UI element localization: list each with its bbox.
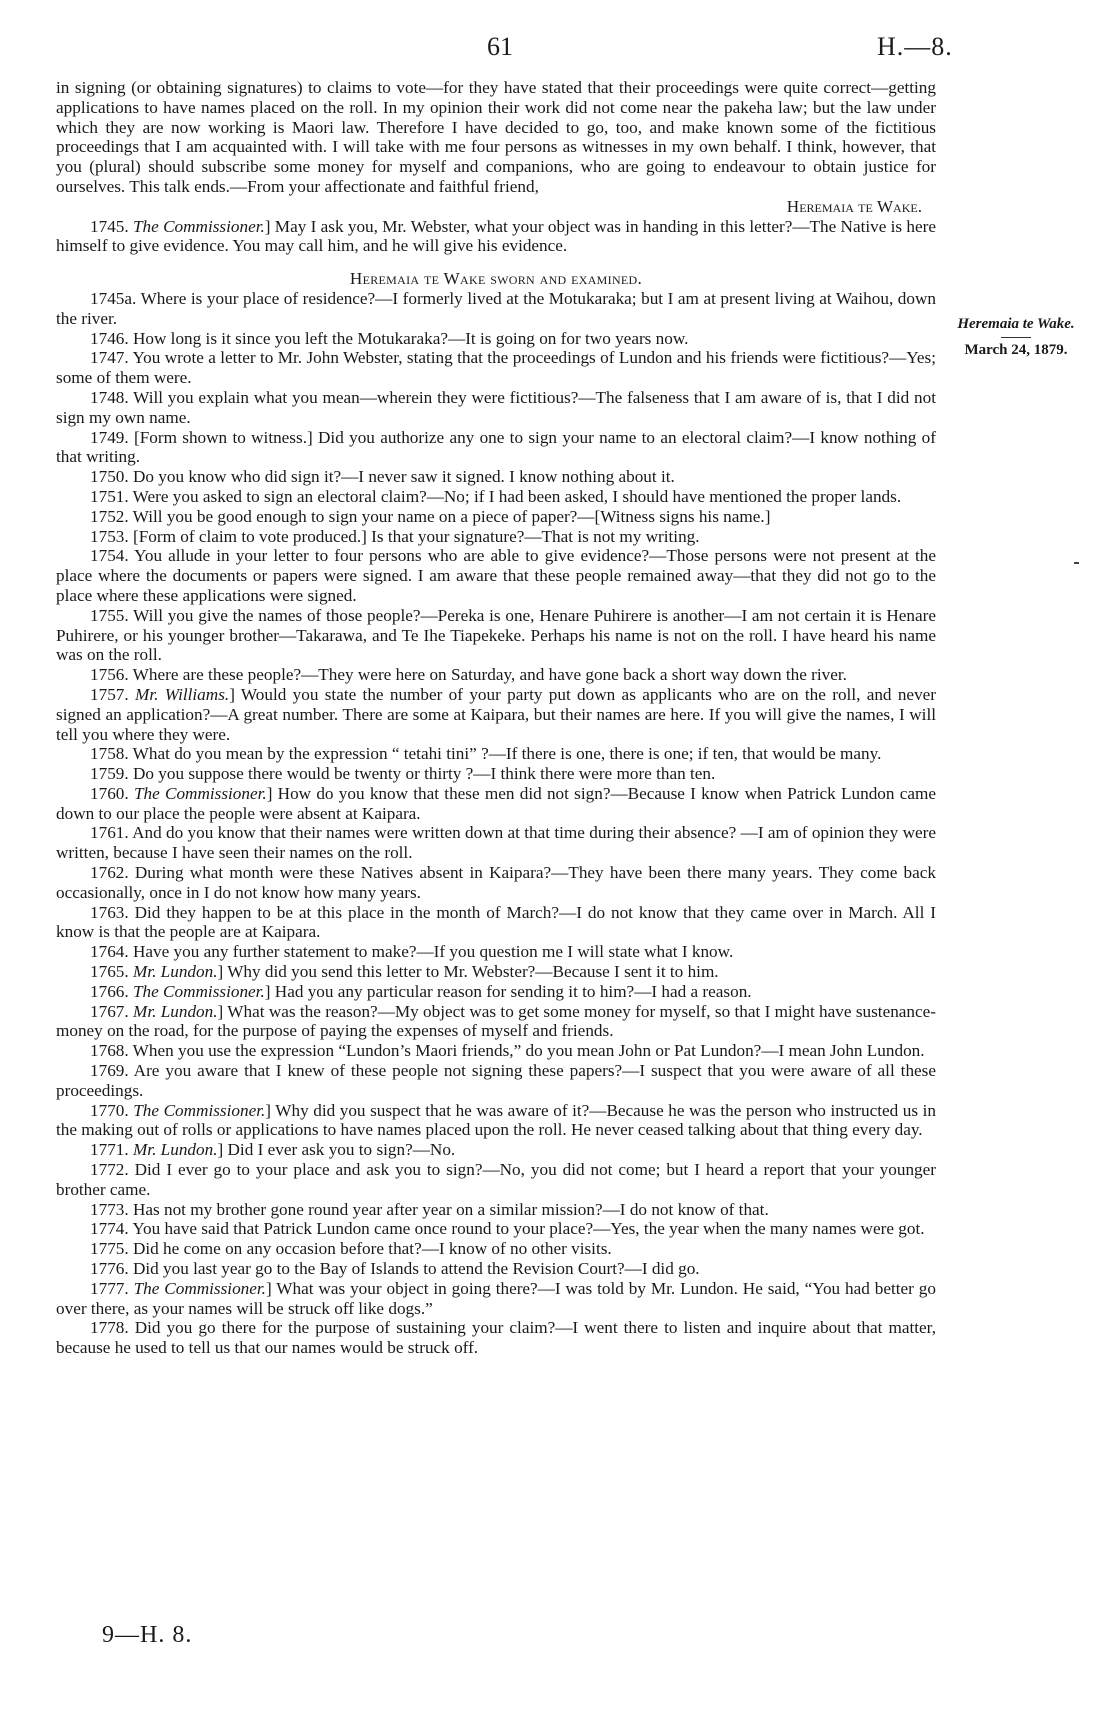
speaker-name: The Commissioner. (132, 981, 265, 1001)
question-paragraph (56, 942, 936, 962)
question-number: 1758. (90, 744, 129, 764)
question-paragraph (56, 1200, 936, 1220)
question-text: Has not my brother gone round year after year on a similar mission?—I do not know of that. (132, 1199, 769, 1219)
question-number: 1760. (90, 783, 129, 803)
question-paragraph (56, 863, 936, 903)
question-number: 1765. (90, 962, 129, 982)
question-paragraph (56, 348, 936, 388)
question-text: Were you asked to sign an electoral claim?—No; if I had been asked, I should have mentioned the proper lands. (132, 486, 902, 506)
question-paragraph (56, 764, 936, 784)
question-number: 1759. (90, 764, 129, 784)
question-text: How long is it since you left the Motukaraka?—It is going on for two years now. (132, 328, 689, 348)
margin-note-rule (1001, 337, 1031, 338)
question-paragraph (56, 329, 936, 349)
question-text: Did I ever go to your place and ask you to sign?—No, you did not come; but I heard a report that your younger brother came. (56, 1160, 936, 1199)
question-text: Do you suppose there would be twenty or thirty ?—I think there were more than ten. (132, 764, 716, 784)
footer-signature: 9—H. 8. (102, 1622, 193, 1648)
question-paragraph (56, 665, 936, 685)
question-paragraph (56, 784, 936, 824)
page-number: 61 (487, 32, 513, 61)
question-text: During what month were these Natives absent in Kaipara?—They have been there many years. They come back occasionally, once in I do not know how many years. (56, 863, 936, 902)
question-text: You wrote a letter to Mr. John Webster, stating that the proceedings of Lundon and his friends were fictitious?—Yes; some of them were. (56, 348, 936, 388)
question-text: ] May I ask you, Mr. Webster, what your object was in handing in this letter?—The Native is here himself to give evidence. You may call him, and he will give his evidence. (56, 216, 936, 256)
question-text: Did you go there for the purpose of sustaining your claim?—I went there to listen and inquire about that matter, because he used to tell us that our names would be struck off. (56, 1318, 936, 1358)
speaker-name: The Commissioner. (133, 783, 267, 803)
question-number: 1776. (90, 1259, 129, 1279)
speaker-name: The Commissioner. (132, 216, 265, 236)
question-text: What do you mean by the expression “ tetahi tini” ?—If there is one, there is one; if ten, that would be many. (132, 744, 882, 764)
question-paragraph (56, 1160, 936, 1200)
question-paragraph (56, 744, 936, 764)
question-text: You allude in your letter to four persons who are able to give evidence?—Those persons were not present at the place where the documents or papers were signed. I am aware that these people remained away—that they did not go to the place where these applications were signed. (56, 546, 936, 605)
question-paragraph (56, 606, 936, 665)
question-text: Where are these people?—They were here on Saturday, and have gone back a short way down the river. (132, 665, 847, 685)
question-paragraph (56, 962, 936, 982)
question-number: 1747. (90, 348, 129, 368)
question-text: Will you give the names of those people?—Pereka is one, Henare Puhirere is another—I am not certain it is Henare Puhirere, or his younger brother—Takarawa, and Te Ihe Tiapekeke. Perhaps his name is not on the roll. I have heard his name was on the roll. (56, 605, 936, 665)
question-paragraph (56, 487, 936, 507)
question-paragraph (56, 1140, 936, 1160)
question-text: And do you know that their names were written down at that time during their absence? —I am of opinion they were written, because I have seen their names on the roll. (56, 823, 936, 863)
stray-mark (1074, 562, 1079, 564)
question-text: ] How do you know that these men did not sign?—Because I know when Patrick Lundon came down to our place the people were absent at Kaipara. (56, 783, 936, 823)
question-number: 1768. (90, 1041, 129, 1061)
question-number: 1750. (90, 467, 129, 487)
question-text: Where is your place of residence?—I formerly lived at the Motukaraka; but I am at present living at Waihou, down the river. (56, 288, 936, 328)
question-number: 1755. (90, 605, 129, 625)
question-number: 1766. (90, 981, 129, 1001)
question-paragraph (56, 546, 936, 605)
question-number: 1748. (90, 387, 129, 407)
question-paragraph (56, 527, 936, 547)
question-number: 1773. (90, 1199, 129, 1219)
question-number: 1752. (90, 506, 129, 526)
paragraph-list (56, 217, 936, 1358)
question-paragraph (56, 289, 936, 329)
question-paragraph (56, 467, 936, 487)
margin-note-name: Heremaia te Wake. (957, 316, 1075, 332)
margin-note (946, 315, 1086, 359)
section-heading: Heremaia te Wake sworn and examined. (349, 269, 643, 289)
question-text: When you use the expression “Lundon’s Maori friends,” do you mean John or Pat Lundon?—I mean John Lundon. (132, 1041, 925, 1061)
question-number: 1756. (90, 665, 129, 685)
question-number: 1771. (90, 1140, 129, 1160)
speaker-name: Mr. Lundon. (132, 1140, 218, 1160)
question-number: 1769. (90, 1061, 129, 1081)
question-paragraph (56, 1318, 936, 1358)
question-number: 1764. (90, 942, 129, 962)
question-text: Have you any further statement to make?—If you question me I will state what I know. (132, 942, 734, 962)
question-number: 1767. (90, 1001, 129, 1021)
question-paragraph (56, 685, 936, 744)
question-number: 1754. (90, 546, 129, 566)
question-paragraph (56, 217, 936, 257)
speaker-name: The Commissioner. (133, 1100, 266, 1120)
margin-note-date: March 24, 1879. (964, 342, 1068, 358)
question-number: 1745. (90, 216, 129, 236)
question-paragraph (56, 1061, 936, 1101)
question-number: 1749. (90, 427, 129, 447)
question-number: 1772. (90, 1160, 129, 1180)
question-paragraph (56, 1239, 936, 1259)
question-number: 1777. (90, 1278, 129, 1298)
speaker-name: Mr. Williams. (135, 684, 230, 704)
question-text: Do you know who did sign it?—I never saw it signed. I know nothing about it. (132, 467, 675, 487)
speaker-name: The Commissioner. (133, 1278, 266, 1298)
question-number: 1745a. (90, 288, 137, 308)
question-number: 1774. (90, 1219, 129, 1239)
question-paragraph (56, 1259, 936, 1279)
question-text: Are you aware that I knew of these people not signing these papers?—I suspect that you were aware of all these proceedings. (56, 1061, 936, 1100)
question-number: 1763. (90, 902, 129, 922)
letter-tail: in signing (or obtaining signatures) to claims to vote—for they have stated that their proceedings were quite correct—getting applications to have names placed on the roll. In my opinion their work did not come near the pakeha law; but the law under which they are now working is Maori law. Therefore I have decided to go, too, and make known some of the fictitious proceedings that I am acquainted with. I will take with me four persons as witnesses in my own behalf. I think, however, that you (plural) should subscribe some money for myself and companions, who are going to endeavour to obtain justice for ourselves. This talk ends.—From your affectionate and faithful friend, (56, 78, 936, 196)
speaker-name: Mr. Lundon. (133, 1001, 218, 1021)
question-paragraph (56, 982, 936, 1002)
question-number: 1757. (90, 684, 129, 704)
question-paragraph (56, 428, 936, 468)
question-text: [Form of claim to vote produced.] Is that your signature?—That is not my writing. (132, 526, 700, 546)
question-number: 1761. (90, 823, 129, 843)
question-number: 1751. (90, 486, 129, 506)
question-paragraph (56, 1279, 936, 1319)
question-number: 1770. (90, 1100, 129, 1120)
question-paragraph (56, 1041, 936, 1061)
question-text: ] Did I ever ask you to sign?—No. (217, 1140, 456, 1160)
question-text: [Form shown to witness.] Did you authorize any one to sign your name to an electoral claim?—I know nothing of that writing. (56, 427, 936, 467)
question-number: 1775. (90, 1239, 129, 1259)
letter-signature: Heremaia te Wake. (786, 196, 922, 216)
question-number: 1778. (90, 1318, 129, 1338)
question-number: 1746. (90, 328, 129, 348)
question-paragraph (56, 507, 936, 527)
speaker-name: Mr. Lundon. (132, 962, 218, 982)
question-number: 1753. (90, 526, 129, 546)
question-text: Did you last year go to the Bay of Islands to attend the Revision Court?—I did go. (132, 1259, 700, 1279)
question-number: 1762. (90, 863, 129, 883)
question-paragraph (56, 903, 936, 943)
question-text: ] What was the reason?—My object was to get some money for myself, so that I might have sustenance-money on the road, for the purpose of paying the expenses of myself and friends. (56, 1001, 936, 1041)
question-paragraph (56, 388, 936, 428)
page-reference: H.—8. (877, 32, 953, 61)
page-header (0, 18, 1114, 61)
question-text: ] Why did you suspect that he was aware of it?—Because he was the person who instructed us in the making out of rolls or applications to have names placed upon the roll. He never ceased talking about that thing every day. (56, 1100, 936, 1140)
question-text: ] Had you any particular reason for sending it to him?—I had a reason. (264, 981, 752, 1001)
question-text: ] What was your object in going there?—I was told by Mr. Lundon. He said, “You had better go over there, as your names will be struck off like dogs.” (56, 1278, 936, 1318)
question-text: Will you explain what you mean—wherein they were fictitious?—The falseness that I am aware of is, that I did not sign my own name. (56, 387, 936, 427)
question-text: ] Why did you send this letter to Mr. Webster?—Because I sent it to him. (217, 962, 719, 982)
question-paragraph (56, 1002, 936, 1042)
question-text: You have said that Patrick Lundon came once round to your place?—Yes, the year when the many names were got. (132, 1219, 925, 1239)
question-paragraph (56, 1219, 936, 1239)
question-paragraph (56, 1101, 936, 1141)
question-text: Will you be good enough to sign your name on a piece of paper?—[Witness signs his name.] (132, 506, 771, 526)
body-text (56, 78, 936, 1358)
question-text: Did they happen to be at this place in the month of March?—I do not know that they came over in March. All I know is that the people are at Kaipara. (56, 902, 936, 942)
question-text: Did he come on any occasion before that?—I know of no other visits. (132, 1239, 612, 1259)
question-text: ] Would you state the number of your party put down as applicants who are on the roll, and never signed an application?—A great number. There are some at Kaipara, but their names are here. If you will give the names, I will tell you where they were. (56, 684, 937, 744)
question-paragraph (56, 823, 936, 863)
